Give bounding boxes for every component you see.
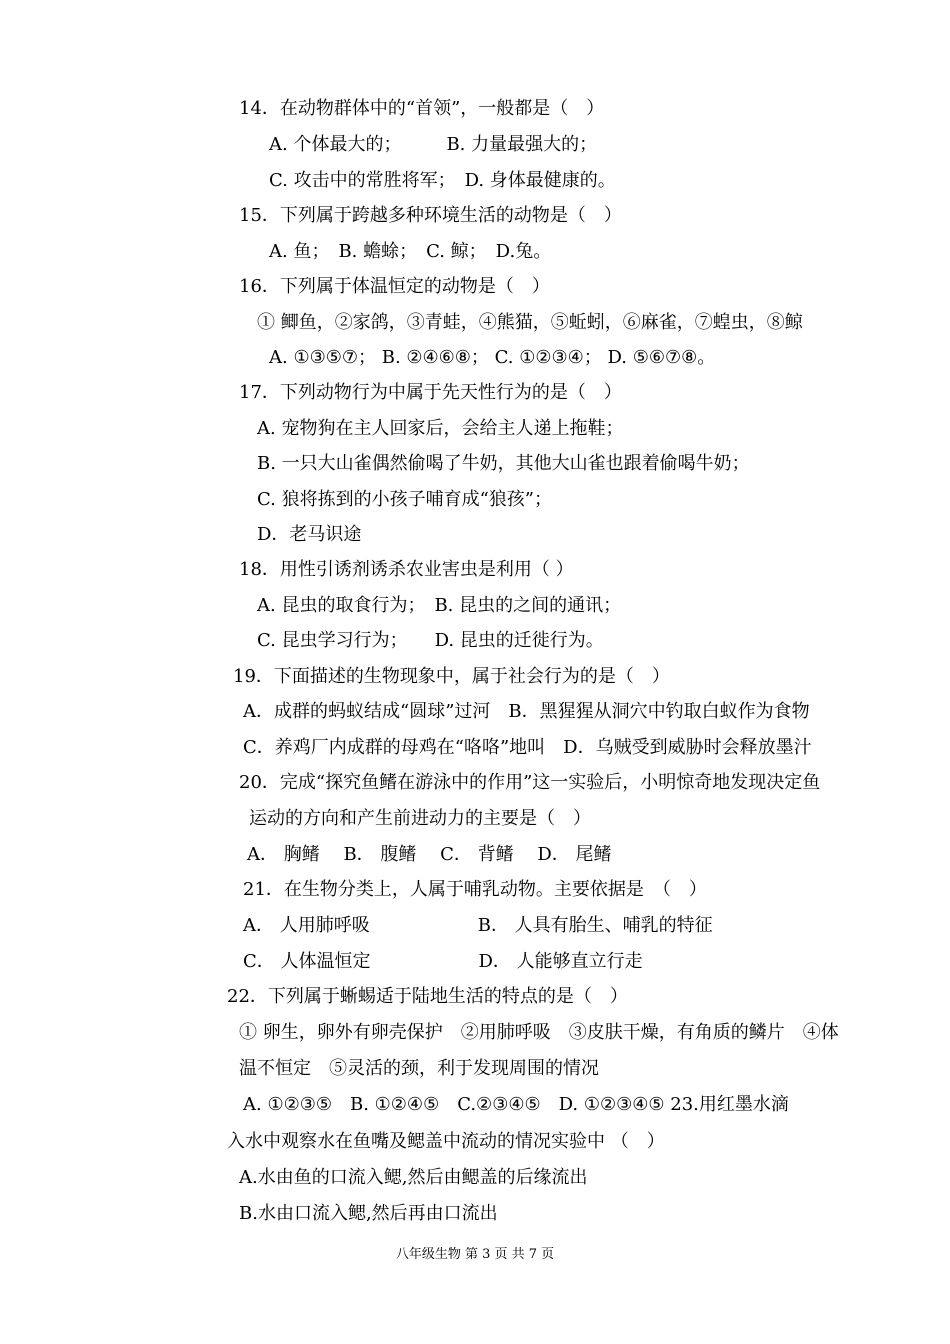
question-19-options-ab: A．成群的蚂蚁结成“圆球”过河 B．黑猩猩从洞穴中钓取白蚁作为食物: [243, 701, 810, 722]
question-23-option-a: A.水由鱼的口流入鳃,然后由鳃盖的后缘流出: [239, 1167, 588, 1188]
question-21-options-ab: A． 人用肺呼吸 B． 人具有胎生、哺乳的特征: [243, 915, 713, 936]
question-20-options: A． 胸鳍 B． 腹鳍 C． 背鳍 D． 尾鳍: [247, 844, 612, 865]
question-14-options-ab: A. 个体最大的； B. 力量最强大的；: [269, 134, 598, 155]
question-17-option-b: B. 一只大山雀偶然偷喝了牛奶，其他大山雀也跟着偷喝牛奶；: [257, 453, 750, 474]
question-20-continued: 运动的方向和产生前进动力的主要是（ ）: [249, 808, 591, 829]
question-22-items: ① 卵生，卵外有卵壳保护 ②用肺呼吸 ③皮肤干燥，有角质的鳞片 ④体: [239, 1022, 839, 1043]
question-17-option-a: A. 宠物狗在主人回家后，会给主人递上拖鞋；: [257, 418, 624, 439]
question-20: 20．完成“探究鱼鳍在游泳中的作用”这一实验后，小明惊奇地发现决定鱼: [239, 772, 821, 793]
question-22: 22．下列属于蜥蜴适于陆地生活的特点的是（ ）: [227, 986, 628, 1007]
question-16-items: ① 鲫鱼，②家鸽，③青蛙，④熊猫，⑤蚯蚓，⑥麻雀，⑦蝗虫，⑧鲸: [257, 312, 803, 333]
question-14-options-cd: C. 攻击中的常胜将军； D. 身体最健康的。: [269, 170, 616, 191]
question-22-options: A. ①②③⑤ B. ①②④⑤ C.②③④⑤ D. ①②③④⑤ 23.用红墨水滴: [243, 1094, 789, 1115]
question-14: 14．在动物群体中的“首领”，一般都是（ ）: [239, 98, 605, 119]
page-footer: 八年级生物 第 3 页 共 7 页: [395, 1247, 555, 1262]
question-15: 15．下列属于跨越多种环境生活的动物是（ ）: [239, 205, 622, 226]
question-18-options-cd: C. 昆虫学习行为； D. 昆虫的迁徙行为。: [257, 630, 604, 651]
question-17: 17．下列动物行为中属于先天性行为的是（ ）: [239, 382, 622, 403]
question-19-options-cd: C．养鸡厂内成群的母鸡在“咯咯”地叫 D．乌贼受到威胁时会释放墨汁: [243, 737, 812, 758]
question-18: 18．用性引诱剂诱杀农业害虫是利用（ ）: [239, 559, 574, 580]
question-21-options-cd: C． 人体温恒定 D． 人能够直立行走: [243, 951, 643, 972]
question-18-options-ab: A. 昆虫的取食行为； B. 昆虫的之间的通讯；: [257, 595, 622, 616]
question-23-continued: 入水中观察水在鱼嘴及鳃盖中流动的情况实验中 （ ）: [227, 1131, 665, 1152]
question-17-option-d: D．老马识途: [257, 524, 362, 545]
question-16-options: A. ①③⑤⑦； B. ②④⑥⑧； C. ①②③④； D. ⑤⑥⑦⑧。: [269, 347, 716, 368]
question-16: 16．下列属于体温恒定的动物是（ ）: [239, 276, 550, 297]
question-19: 19．下面描述的生物现象中，属于社会行为的是（ ）: [233, 666, 670, 687]
question-21: 21．在生物分类上，人属于哺乳动物。主要依据是 （ ）: [243, 879, 707, 900]
question-17-option-c: C. 狼将拣到的小孩子哺育成“狼孩”；: [257, 489, 552, 510]
question-22-items-continued: 温不恒定 ⑤灵活的颈，利于发现周围的情况: [239, 1058, 599, 1079]
question-23-option-b: B.水由口流入鳃,然后再由口流出: [239, 1203, 498, 1224]
question-15-options: A. 鱼； B. 蟾蜍； C. 鲸； D.兔。: [269, 241, 552, 262]
